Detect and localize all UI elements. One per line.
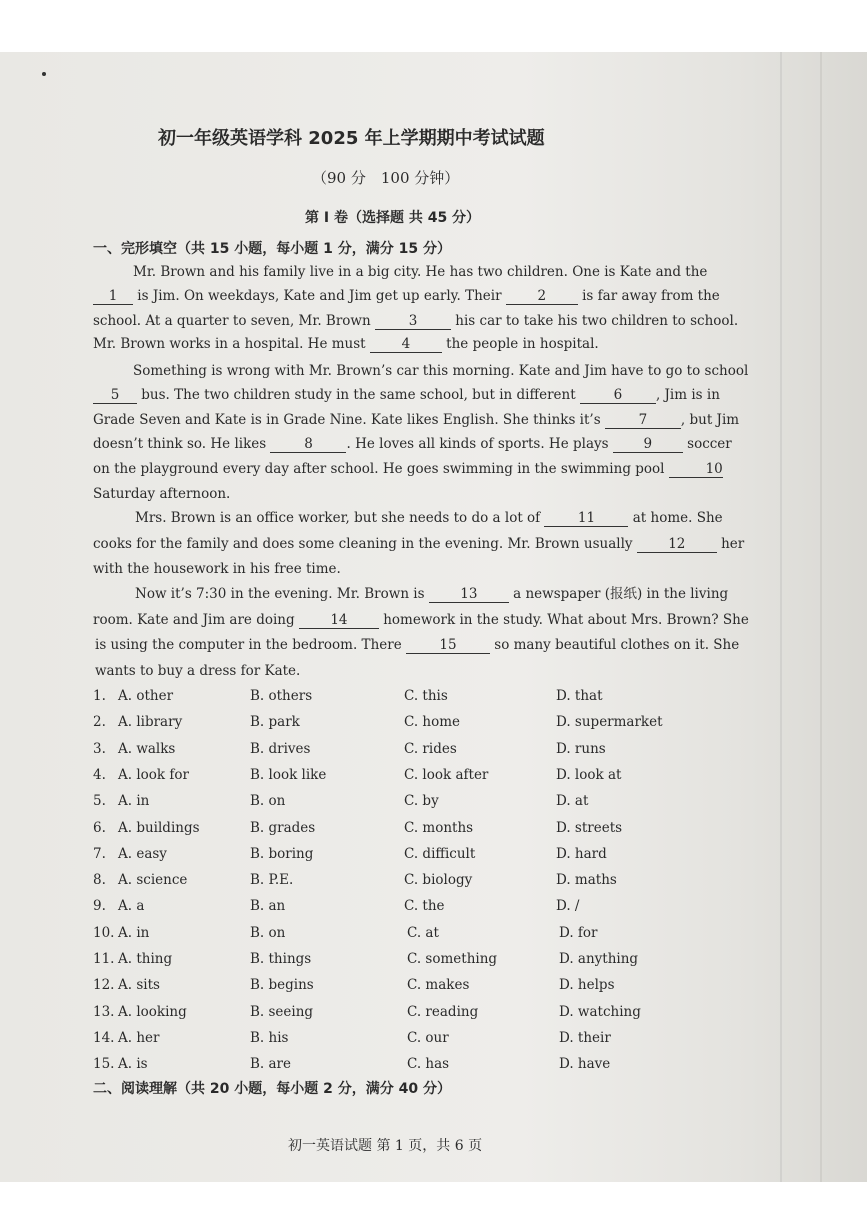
question-number: 5. bbox=[93, 793, 106, 810]
section-heading-reading: 二、阅读理解（共 20 小题，每小题 2 分，满分 40 分） bbox=[93, 1081, 451, 1097]
option-a: A. library bbox=[118, 714, 183, 731]
blank: 14 bbox=[299, 614, 379, 629]
option-a: A. is bbox=[118, 1056, 148, 1073]
score-time: （90 分 100 分钟） bbox=[312, 169, 460, 187]
option-b: B. are bbox=[250, 1056, 291, 1073]
passage-line: wants to buy a dress for Kate. bbox=[95, 663, 301, 679]
option-a: A. easy bbox=[118, 845, 167, 862]
question-number: 1. bbox=[93, 688, 106, 704]
question-number: 4. bbox=[93, 766, 106, 783]
option-c: C. months bbox=[404, 819, 474, 836]
passage-line: on the playground every day after school. He goes swimming in the swimming pool 10 bbox=[93, 461, 723, 477]
option-b: B. begins bbox=[250, 977, 314, 994]
option-c: C. biology bbox=[404, 872, 473, 889]
option-b: B. drives bbox=[250, 740, 311, 757]
option-a: A. in bbox=[118, 793, 150, 810]
option-b: B. seeing bbox=[250, 1003, 314, 1020]
page-title: 初一年级英语学科 2025 年上学期期中考试试题 bbox=[158, 128, 545, 149]
question-number: 15. bbox=[93, 1056, 115, 1073]
blank: 9 bbox=[613, 438, 683, 453]
option-d: D. streets bbox=[556, 819, 623, 836]
option-d: D. have bbox=[559, 1056, 611, 1073]
option-a: A. sits bbox=[118, 977, 160, 994]
option-b: B. boring bbox=[250, 845, 314, 862]
question-number: 6. bbox=[93, 819, 106, 836]
passage-line: Mr. Brown works in a hospital. He must 4 the people in hospital. bbox=[93, 336, 599, 352]
passage-line: Something is wrong with Mr. Brown’s car this morning. Kate and Jim have to go to school bbox=[133, 363, 749, 379]
passage-line: Saturday afternoon. bbox=[93, 486, 231, 502]
option-d: D. supermarket bbox=[556, 714, 663, 731]
blank: 3 bbox=[375, 315, 451, 330]
passage-line: is using the computer in the bedroom. There 15 so many beautiful clothes on it. She bbox=[95, 637, 740, 653]
option-c: C. something bbox=[407, 951, 498, 967]
page-footer: 初一英语试题 第 1 页，共 6 页 bbox=[288, 1138, 483, 1154]
blank: 1 bbox=[93, 290, 133, 305]
passage-line: doesn’t think so. He likes 8 . He loves all kinds of sports. He plays 9 soccer bbox=[93, 436, 732, 452]
option-c: C. home bbox=[404, 714, 461, 731]
passage-line: 5 bus. The two children study in the same school, but in different 6 , Jim is in bbox=[93, 389, 720, 404]
option-b: B. park bbox=[250, 714, 300, 731]
blank: 2 bbox=[506, 290, 578, 305]
option-b: B. P.E. bbox=[250, 872, 294, 889]
option-a: A. in bbox=[118, 924, 150, 941]
question-number: 11. bbox=[93, 951, 115, 967]
option-a: A. science bbox=[118, 872, 188, 889]
passage-line: Grade Seven and Kate is in Grade Nine. Kate likes English. She thinks it’s 7 , but Jim bbox=[93, 412, 740, 428]
option-d: D. maths bbox=[556, 872, 617, 889]
option-d: D. look at bbox=[556, 766, 622, 783]
paper-mark bbox=[42, 72, 46, 76]
option-a: A. walks bbox=[118, 740, 176, 757]
option-d: D. / bbox=[556, 898, 580, 915]
paper-fold bbox=[780, 52, 782, 1182]
option-b: B. on bbox=[250, 924, 286, 941]
passage-line: room. Kate and Jim are doing 14 homework in the study. What about Mrs. Brown? She bbox=[93, 612, 749, 628]
option-d: D. for bbox=[559, 924, 598, 941]
blank: 6 bbox=[580, 389, 656, 404]
option-b: B. an bbox=[250, 898, 286, 915]
option-d: D. their bbox=[559, 1029, 611, 1046]
option-b: B. grades bbox=[250, 819, 316, 836]
passage-line: Mr. Brown and his family live in a big city. He has two children. One is Kate and the bbox=[133, 264, 708, 280]
option-d: D. that bbox=[556, 688, 603, 704]
blank: 5 bbox=[93, 389, 137, 404]
option-d: D. at bbox=[556, 793, 589, 810]
option-c: C. difficult bbox=[404, 845, 476, 862]
option-c: C. the bbox=[404, 898, 445, 915]
question-number: 3. bbox=[93, 740, 106, 757]
passage-line: school. At a quarter to seven, Mr. Brown 3 his car to take his two children to school. bbox=[93, 313, 739, 329]
option-a: A. her bbox=[118, 1029, 160, 1046]
question-number: 13. bbox=[93, 1003, 115, 1020]
option-c: C. this bbox=[404, 688, 448, 704]
option-a: A. a bbox=[118, 898, 145, 915]
option-b: B. others bbox=[250, 688, 313, 704]
question-number: 10. bbox=[93, 924, 115, 941]
blank: 15 bbox=[406, 639, 490, 654]
option-a: A. buildings bbox=[118, 819, 200, 836]
blank: 12 bbox=[637, 538, 717, 553]
option-b: B. look like bbox=[250, 766, 327, 783]
option-a: A. other bbox=[118, 688, 174, 704]
question-number: 14. bbox=[93, 1029, 115, 1046]
blank: 7 bbox=[605, 414, 681, 429]
option-c: C. our bbox=[407, 1029, 449, 1046]
blank: 11 bbox=[544, 512, 628, 527]
blank: 8 bbox=[270, 438, 346, 453]
passage-line: with the housework in his free time. bbox=[93, 561, 341, 577]
question-number: 12. bbox=[93, 977, 115, 994]
blank: 10 bbox=[669, 463, 723, 478]
passage-line: 1 is Jim. On weekdays, Kate and Jim get up early. Their 2 is far away from the bbox=[93, 290, 720, 305]
passage-line: Mrs. Brown is an office worker, but she needs to do a lot of 11 at home. She bbox=[135, 510, 723, 526]
option-a: A. looking bbox=[118, 1003, 187, 1020]
paper-fold bbox=[820, 52, 822, 1182]
question-number: 2. bbox=[93, 714, 106, 731]
question-number: 8. bbox=[93, 872, 106, 889]
question-number: 9. bbox=[93, 898, 106, 915]
blank: 4 bbox=[370, 338, 442, 353]
option-c: C. look after bbox=[404, 766, 489, 783]
option-c: C. makes bbox=[407, 977, 470, 994]
option-c: C. has bbox=[407, 1056, 450, 1073]
passage-line: Now it’s 7:30 in the evening. Mr. Brown is 13 a newspaper (报纸) in the living bbox=[135, 586, 729, 602]
option-d: D. watching bbox=[559, 1003, 641, 1020]
option-c: C. reading bbox=[407, 1003, 479, 1020]
section-heading-cloze: 一、完形填空（共 15 小题，每小题 1 分，满分 15 分） bbox=[93, 241, 451, 257]
volume-heading: 第 Ⅰ 卷（选择题 共 45 分） bbox=[305, 210, 481, 226]
option-d: D. runs bbox=[556, 740, 606, 757]
option-c: C. at bbox=[407, 924, 439, 941]
option-d: D. hard bbox=[556, 845, 607, 862]
option-b: B. on bbox=[250, 793, 286, 810]
option-b: B. his bbox=[250, 1029, 289, 1046]
option-d: D. anything bbox=[559, 951, 639, 967]
passage-line: cooks for the family and does some cleaning in the evening. Mr. Brown usually 12 her bbox=[93, 536, 745, 552]
option-a: A. look for bbox=[118, 766, 189, 783]
blank: 13 bbox=[429, 588, 509, 603]
option-b: B. things bbox=[250, 951, 312, 967]
option-d: D. helps bbox=[559, 977, 615, 994]
question-number: 7. bbox=[93, 845, 106, 862]
option-c: C. by bbox=[404, 793, 439, 810]
option-c: C. rides bbox=[404, 740, 457, 757]
option-a: A. thing bbox=[118, 951, 173, 967]
